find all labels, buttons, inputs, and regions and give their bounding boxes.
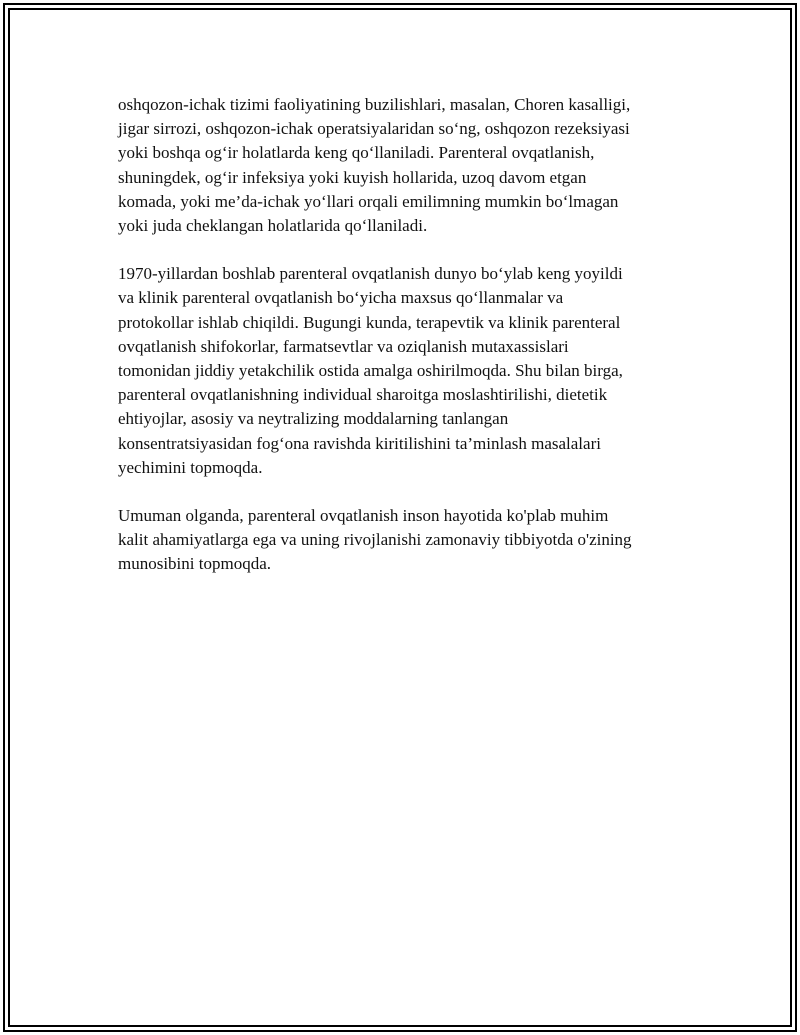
text-line: kalit ahamiyatlarga ega va uning rivojlanishi zamonaviy tibbiyotda o'zining bbox=[118, 530, 632, 550]
text-line: oshqozon-ichak tizimi faoliyatining buzilishlari, masalan, Choren kasalligi, bbox=[118, 95, 631, 114]
text-line: shuningdek, og‘ir infeksiya yoki kuyish hollarida, uzoq davom etgan bbox=[118, 167, 587, 187]
text-line: komada, yoki me’da-ichak yo‘llari orqali emilimning mumkin bo‘lmagan bbox=[118, 191, 619, 211]
text-line: parenteral ovqatlanishning individual sharoitga moslashtirilishi, dietetik bbox=[118, 385, 608, 405]
paragraph-3 bbox=[118, 504, 678, 577]
text-line: yoki juda cheklangan holatlarida qo‘llaniladi. bbox=[118, 216, 428, 236]
text-line: va klinik parenteral ovqatlanish bo‘yicha maxsus qo‘llanmalar va bbox=[118, 288, 564, 308]
text-line: konsentratsiyasidan fog‘ona ravishda kiritilishini ta’minlash masalalari bbox=[118, 433, 601, 453]
text-line: jigar sirrozi, oshqozon-ichak operatsiyalaridan so‘ng, oshqozon rezeksiyasi bbox=[118, 119, 630, 139]
paragraph-2 bbox=[118, 262, 678, 480]
paragraph-1 bbox=[118, 93, 678, 238]
text-line: yoki boshqa og‘ir holatlarda keng qo‘llaniladi. Parenteral ovqatlanish, bbox=[118, 143, 595, 163]
text-line: protokollar ishlab chiqildi. Bugungi kunda, terapevtik va klinik parenteral bbox=[118, 312, 621, 332]
text-line: yechimini topmoqda. bbox=[118, 457, 263, 477]
text-line: Umuman olganda, parenteral ovqatlanish inson hayotida ko'plab muhim bbox=[118, 506, 609, 526]
text-line: 1970-yillardan boshlab parenteral ovqatlanish dunyo bo‘ylab keng yoyildi bbox=[118, 264, 623, 284]
text-line: ehtiyojlar, asosiy va neytralizing moddalarning tanlangan bbox=[118, 409, 509, 429]
text-line: ovqatlanish shifokorlar, farmatsevtlar va oziqlanish mutaxassislari bbox=[118, 336, 569, 356]
text-line: munosibini topmoqda. bbox=[118, 554, 271, 574]
text-line: tomonidan jiddiy yetakchilik ostida amalga oshirilmoqda. Shu bilan birga, bbox=[118, 361, 623, 381]
document-body bbox=[118, 93, 678, 601]
